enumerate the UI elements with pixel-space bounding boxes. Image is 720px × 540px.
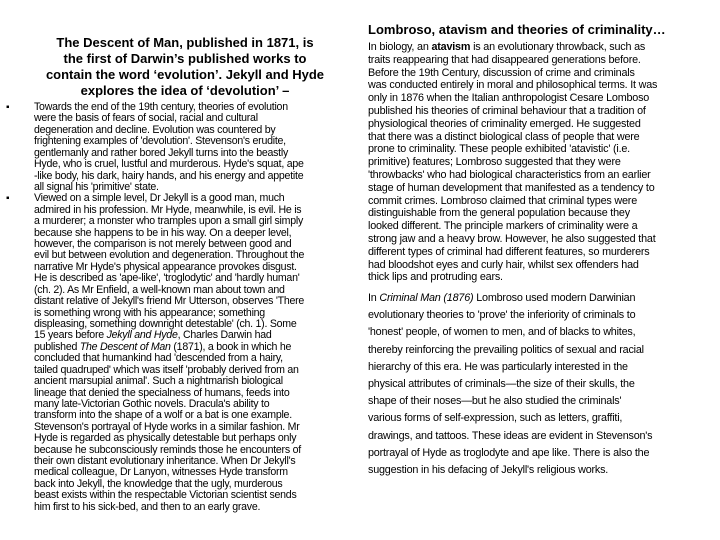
text-run: 15 years before	[34, 329, 107, 341]
text-line: degeneration and decline. Evolution was countered by	[34, 124, 276, 136]
text-line: medical colleague, Dr Lanyon, witnesses Hyde transform	[34, 466, 288, 478]
text-line: evil but between evolution and degeneration. Throughout the	[34, 249, 305, 261]
text-run: Lombroso used modern Darwinian	[473, 292, 636, 304]
text-line: is something wrong with his appearance; something	[34, 307, 265, 319]
text-line: transform into the shape of a wolf or a bat is one example.	[34, 409, 292, 421]
text-line: all signal his 'primitive' state.	[34, 181, 159, 193]
text-run: In	[368, 292, 380, 304]
text-line: drawings, and tattoos. These ideas are evident in Stevenson's	[368, 430, 653, 442]
text-line: 'throwbacks' who had biological characteristics from an earlier	[368, 169, 651, 181]
text-line: commit crimes. Lombroso claimed that criminal types were	[368, 195, 638, 207]
text-line: concluded that humankind had 'descended from a hairy,	[34, 352, 283, 364]
text-line: physical attributes of criminals—the size of their skulls, the	[368, 378, 635, 390]
text-line: distant relative of Jekyll's friend Mr Utterson, observes 'There	[34, 295, 305, 307]
heading-line: The Descent of Man, published in 1871, is	[56, 35, 314, 50]
text-line: him first to his sick-bed, and then to an early grave.	[34, 501, 261, 513]
right-title: Lombroso, atavism and theories of criminality…	[368, 22, 666, 37]
text-line: strong jaw and a heavy brow. However, he also suggested that	[368, 233, 656, 245]
text-line: (ch. 2). As Mr Enfield, a well-known man about town and	[34, 284, 285, 296]
text-line: had bloodshot eyes and curly hair, whilst sex offenders had	[368, 259, 639, 271]
text-line: different types of criminal had different features, so murderers	[368, 246, 650, 258]
text-run: is an evolutionary throwback, such as	[470, 41, 646, 53]
text-line: displeasing, something downright detestable' (ch. 1). Some	[34, 318, 297, 330]
text-line: ancient marsupial animal'. Such a nightmarish biological	[34, 375, 283, 387]
text-run: In biology, an	[368, 41, 432, 53]
text-line: Hyde is regarded as physically detestable but perhaps only	[34, 432, 297, 444]
text-line: looked different. The principle markers of criminality were a	[368, 220, 638, 232]
italic-text: Jekyll and Hyde	[106, 329, 178, 341]
text-line: narrative Mr Hyde's physical appearance provokes disgust.	[34, 261, 297, 273]
text-line: because she happens to be in his way. On a deeper level,	[34, 227, 292, 239]
text-line: their own distant evolutionary inheritance. When Dr Jekyll's	[34, 455, 296, 467]
text-line: admired in his profession. Mr Hyde, meanwhile, is evil. He is	[34, 204, 302, 216]
text-line: Viewed on a simple level, Dr Jekyll is a good man, much	[34, 192, 285, 204]
text-run: , Charles Darwin had	[177, 329, 272, 341]
text-line: however, the comparison is not merely between good and	[34, 238, 292, 250]
text-line: prone to criminality. These people exhibited 'atavistic' (i.e.	[368, 143, 630, 155]
text-line: 'honest' people, of women to men, and of blacks to whites,	[368, 326, 636, 338]
text-line: lineage that denied the specialness of humans, feeds into	[34, 387, 290, 399]
bold-text: atavism	[431, 41, 471, 53]
text-line: suggestion in his defacing of Jekyll's religious works.	[368, 464, 609, 476]
heading-line: contain the word ‘evolution’. Jekyll and Hyde	[45, 67, 325, 82]
text-line	[34, 330, 272, 341]
text-line: thick lips and protruding ears.	[368, 271, 503, 283]
text-line: stage of human development that manifested as a tendency to	[368, 182, 655, 194]
text-line: was conducted entirely in moral and philosophical terms. It was	[368, 79, 658, 91]
italic-text: Criminal Man (1876)	[379, 292, 474, 304]
text-line: primitive) features; Lombroso suggested that they were	[368, 156, 621, 168]
text-line: many late-Victorian Gothic novels. Dracula's ability to	[34, 398, 270, 410]
text-line: tailed quadruped' which was itself 'probably derived from an	[34, 364, 299, 376]
heading-line: explores the idea of ‘devolution’ –	[80, 83, 290, 98]
text-line: Stevenson's portrayal of Hyde works in a similar fashion. Mr	[34, 421, 300, 433]
text-line: frightening examples of 'devolution'. Stevenson's erudite,	[34, 135, 286, 147]
text-run: (1871), a book in which he	[170, 341, 292, 353]
text-line: only in 1876 when the Italian anthropologist Cesare Lomboso	[368, 92, 650, 104]
text-line: gentlemanly and rather bored Jekyll turns into the beastly	[34, 147, 289, 159]
heading-line: the first of Darwin’s published works to	[63, 51, 307, 66]
text-line: Before the 19th Century, discussion of crime and criminals	[368, 67, 635, 79]
text-line: -like body, his dark, hairy hands, and his energy and appetite	[34, 170, 304, 182]
text-line: distinguishable from the general population because they	[368, 207, 630, 219]
bullet-marker: ▪	[6, 102, 10, 113]
text-line: Towards the end of the 19th century, theories of evolution	[34, 101, 288, 113]
text-line: hierarchy of this era. He was particularly interested in the	[368, 361, 628, 373]
text-line: beast exists within the respectable Victorian scientist sends	[34, 489, 297, 501]
bullet-marker: ▪	[6, 193, 10, 204]
text-line: that there was a distinct biological class of people that were	[368, 131, 640, 143]
text-line: portrayal of Hyde as troglodyte and ape like. There is also the	[368, 447, 650, 459]
text-line: traits reappearing that had disappeared generations before.	[368, 54, 641, 66]
text-line: evolutionary theories to 'prove' the inferiority of criminals to	[368, 309, 636, 321]
text-line: published his theories of criminal behaviour that a tradition of	[368, 105, 646, 117]
text-line: various forms of self-expression, such as letters, graffiti,	[368, 412, 623, 424]
text-line: a murderer; a monster who tramples upon a small girl simply	[34, 215, 304, 227]
text-line: Hyde, who is cruel, lustful and murderous. Hyde's squat, ape	[34, 158, 304, 170]
text-line: were the basis of fears of social, racial and cultural	[34, 112, 258, 124]
text-line: back into Jekyll, the knowledge that the ugly, murderous	[34, 478, 283, 490]
text-line: thereby reinforcing the prevailing politics of sexual and racial	[368, 344, 644, 356]
italic-text: The Descent of Man	[79, 341, 171, 353]
left-heading	[20, 35, 350, 99]
text-run: published	[34, 341, 80, 353]
text-line	[368, 41, 645, 53]
text-line: physiological theories of criminality emerged. He suggested	[368, 118, 641, 130]
text-line: He is described as 'ape-like', 'troglodytic' and 'hardly human'	[34, 272, 300, 284]
text-line	[368, 292, 635, 304]
text-line: because he subconsciously reminds those he encounters of	[34, 444, 301, 456]
text-line: shape of their noses—but he also studied the criminals'	[368, 395, 622, 407]
